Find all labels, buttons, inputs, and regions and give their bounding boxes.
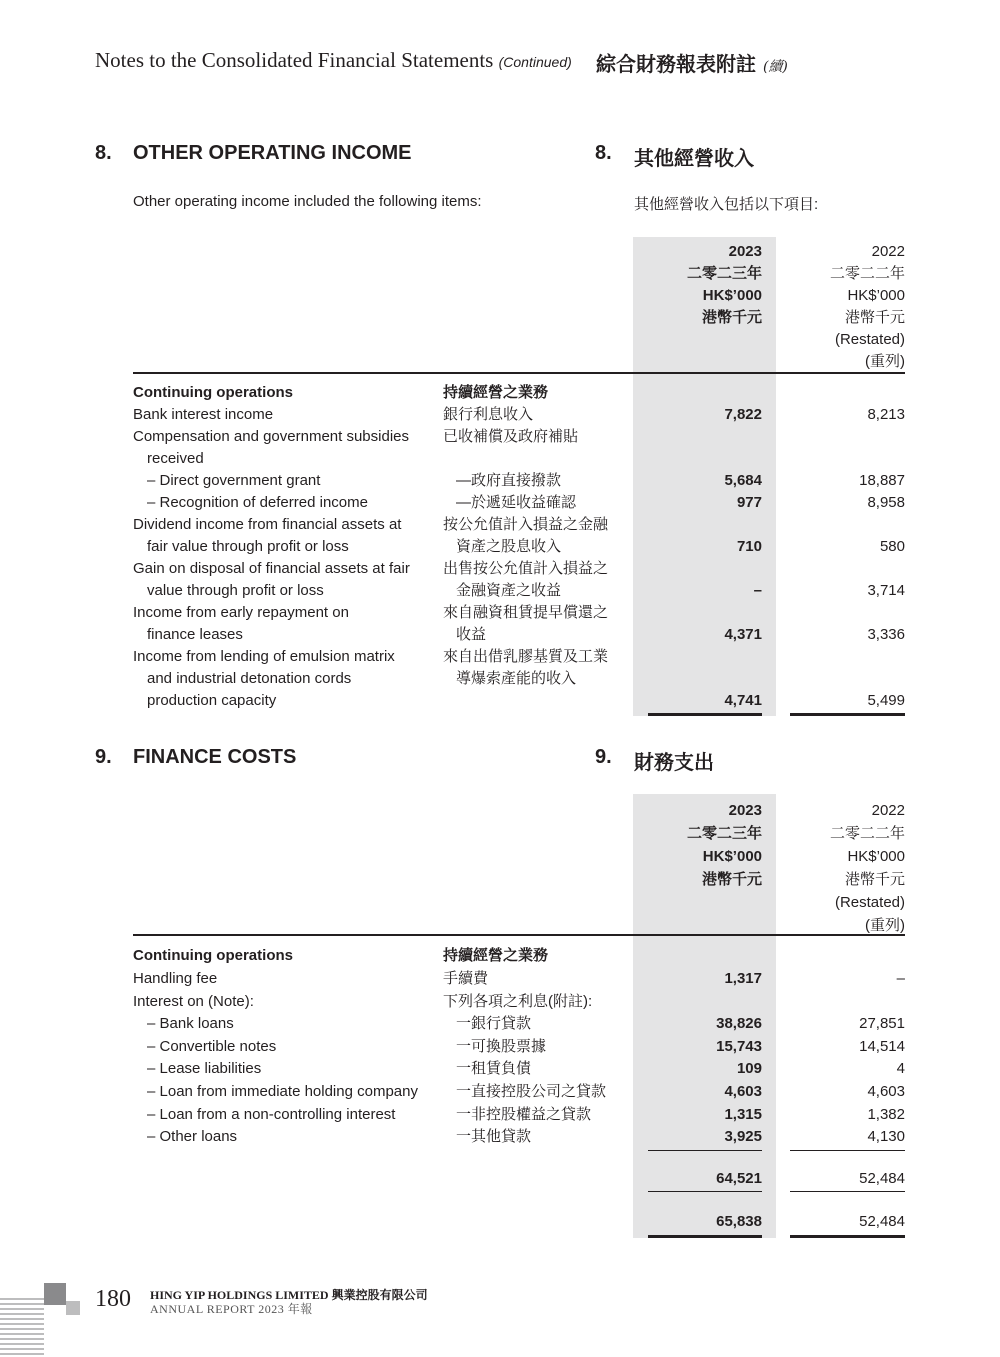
value-2022: 5,499 bbox=[867, 692, 905, 709]
column-year: 2022 bbox=[871, 243, 905, 260]
value-2022: 8,958 bbox=[867, 494, 905, 511]
section9-subtotal-2022: 52,484 bbox=[859, 1170, 905, 1187]
line-label-cn: 一直接控股公司之貸款 bbox=[456, 1083, 607, 1100]
header-title-cn: 綜合財務報表附註 bbox=[596, 52, 756, 76]
section9-subtotal-rule-2022 bbox=[790, 1150, 905, 1151]
section9-heading-en: Continuing operations bbox=[133, 947, 293, 964]
section9-total-rule-2022 bbox=[790, 1191, 905, 1192]
line-label-cn: —於遞延收益確認 bbox=[456, 494, 577, 511]
column-unit: HK$’000 bbox=[847, 287, 905, 304]
value-2022: 4 bbox=[896, 1060, 905, 1077]
section8-number-cn: 8. bbox=[595, 142, 612, 164]
line-label-en: – Recognition of deferred income bbox=[147, 494, 368, 511]
line-label-en: Handling fee bbox=[133, 970, 218, 987]
column-year-cn: 二零二二年 bbox=[829, 825, 905, 842]
section8-total-underline-2022 bbox=[790, 713, 905, 716]
value-2023: 4,371 bbox=[724, 626, 762, 643]
value-2023: 3,925 bbox=[724, 1128, 762, 1145]
value-2022: – bbox=[896, 970, 905, 987]
section9-2023-column-header bbox=[640, 799, 762, 891]
running-header-cn bbox=[596, 48, 788, 77]
value-2022: 8,213 bbox=[867, 406, 905, 423]
line-label-en: Compensation and government subsidies bbox=[133, 428, 409, 445]
line-label-en: – Loan from a non-controlling interest bbox=[147, 1106, 396, 1123]
footer-company-name: HING YIP HOLDINGS LIMITED 興業控股有限公司 bbox=[150, 1288, 428, 1302]
column-unit: HK$’000 bbox=[847, 848, 905, 865]
section8-2023-column-header bbox=[640, 241, 762, 329]
line-label-cn: 按公允值計入損益之金融 bbox=[443, 516, 609, 533]
section9-title-en: FINANCE COSTS bbox=[133, 746, 297, 768]
line-label-en: Gain on disposal of financial assets at fair bbox=[133, 560, 410, 577]
line-label-cn: 一其他貸款 bbox=[456, 1128, 532, 1145]
value-2022: 27,851 bbox=[859, 1015, 905, 1032]
column-year-cn: 二零二三年 bbox=[686, 265, 762, 282]
value-2023: 15,743 bbox=[716, 1038, 762, 1055]
line-label-cn: 金融資產之收益 bbox=[456, 582, 562, 599]
line-label-cn: 來自出借乳膠基質及工業 bbox=[443, 648, 609, 665]
line-label-en: – Bank loans bbox=[147, 1015, 234, 1032]
section9-number-cn: 9. bbox=[595, 746, 612, 768]
section8-total-underline-2023 bbox=[648, 713, 762, 716]
value-2022: 3,714 bbox=[867, 582, 905, 599]
running-header-en bbox=[95, 48, 572, 73]
line-label-cn: 一可換股票據 bbox=[456, 1038, 547, 1055]
column-unit: HK$’000 bbox=[702, 848, 762, 865]
line-label-cn: 來自融資租賃提早償還之 bbox=[443, 604, 609, 621]
value-2022: 18,887 bbox=[859, 472, 905, 489]
section9-number-en: 9. bbox=[95, 746, 112, 768]
section9-header-rule bbox=[133, 934, 905, 936]
line-label-cn: 一租賃負債 bbox=[456, 1060, 532, 1077]
line-label-en: – Convertible notes bbox=[147, 1038, 277, 1055]
line-label-en: Income from early repayment on bbox=[133, 604, 349, 621]
line-label-en: Dividend income from financial assets at bbox=[133, 516, 402, 533]
value-2022: 580 bbox=[879, 538, 905, 555]
section9-2022-column-header bbox=[790, 799, 905, 937]
line-label-en: Income from lending of emulsion matrix bbox=[133, 648, 395, 665]
value-2022: 14,514 bbox=[859, 1038, 905, 1055]
value-2023: 109 bbox=[736, 1060, 762, 1077]
line-label-cn: 一銀行貸款 bbox=[456, 1015, 532, 1032]
header-title-en: Notes to the Consolidated Financial Statements bbox=[95, 48, 494, 72]
section9-subtotal-2023: 64,521 bbox=[716, 1170, 762, 1187]
line-label-en: – Direct government grant bbox=[147, 472, 321, 489]
line-label-en: – Lease liabilities bbox=[147, 1060, 262, 1077]
column-restated: (Restated) bbox=[834, 894, 905, 911]
line-label-en: and industrial detonation cords bbox=[147, 670, 352, 687]
value-2023: 710 bbox=[736, 538, 762, 555]
line-label-en: Interest on (Note): bbox=[133, 993, 254, 1010]
column-restated-cn: (重列) bbox=[865, 353, 905, 370]
line-label-cn: 已收補償及政府補貼 bbox=[443, 428, 579, 445]
value-2023: 38,826 bbox=[716, 1015, 762, 1032]
header-continued-cn: (續) bbox=[762, 59, 788, 75]
column-restated: (Restated) bbox=[834, 331, 905, 348]
value-2023: 977 bbox=[736, 494, 762, 511]
column-unit-cn: 港幣千元 bbox=[701, 871, 762, 888]
section9-total-rule-2023 bbox=[648, 1191, 762, 1192]
section9-title-cn: 財務支出 bbox=[634, 752, 714, 774]
section9-total-underline-2022 bbox=[790, 1235, 905, 1238]
line-label-en: received bbox=[147, 450, 204, 467]
section8-title-cn: 其他經營收入 bbox=[634, 148, 754, 170]
section8-heading-cn: 持續經營之業務 bbox=[443, 384, 549, 401]
column-year-cn: 二零二三年 bbox=[686, 825, 762, 842]
line-label-cn: 出售按公允值計入損益之 bbox=[443, 560, 609, 577]
column-year: 2022 bbox=[871, 802, 905, 819]
section9-total-underline-2023 bbox=[648, 1235, 762, 1238]
section9-subtotal-rule-2023 bbox=[648, 1150, 762, 1151]
value-2022: 4,603 bbox=[867, 1083, 905, 1100]
header-continued-en: (Continued) bbox=[498, 54, 572, 70]
column-year-cn: 二零二二年 bbox=[829, 265, 905, 282]
line-label-cn: 收益 bbox=[456, 626, 487, 643]
value-2023: 4,603 bbox=[724, 1083, 762, 1100]
line-label-en: finance leases bbox=[147, 626, 243, 643]
section8-2022-column-header bbox=[790, 241, 905, 373]
line-label-cn: 資產之股息收入 bbox=[456, 538, 562, 555]
value-2023: 5,684 bbox=[724, 472, 762, 489]
value-2022: 3,336 bbox=[867, 626, 905, 643]
column-unit: HK$’000 bbox=[702, 287, 762, 304]
column-unit-cn: 港幣千元 bbox=[701, 309, 762, 326]
value-2023: – bbox=[753, 582, 762, 599]
section8-intro-en: Other operating income included the following items: bbox=[133, 193, 482, 210]
section8-intro-cn: 其他經營收入包括以下項目: bbox=[634, 196, 819, 213]
value-2022: 1,382 bbox=[867, 1106, 905, 1123]
line-label-cn: 一非控股權益之貸款 bbox=[456, 1106, 592, 1123]
value-2023: 4,741 bbox=[724, 692, 762, 709]
value-2022: 4,130 bbox=[867, 1128, 905, 1145]
section8-heading-en: Continuing operations bbox=[133, 384, 293, 401]
section8-title-en: OTHER OPERATING INCOME bbox=[133, 142, 412, 164]
section8-header-rule bbox=[133, 372, 905, 374]
line-label-en: fair value through profit or loss bbox=[147, 538, 349, 555]
section9-total-2023: 65,838 bbox=[716, 1213, 762, 1230]
value-2023: 1,317 bbox=[724, 970, 762, 987]
column-restated-cn: (重列) bbox=[865, 917, 905, 934]
value-2023: 1,315 bbox=[724, 1106, 762, 1123]
column-unit-cn: 港幣千元 bbox=[844, 871, 905, 888]
section9-heading-cn: 持續經營之業務 bbox=[443, 947, 549, 964]
column-year: 2023 bbox=[728, 243, 762, 260]
value-2023: 7,822 bbox=[724, 406, 762, 423]
footer-decoration-graphic bbox=[0, 1280, 82, 1357]
footer-report-title: ANNUAL REPORT 2023 年報 bbox=[150, 1302, 313, 1316]
line-label-cn: 銀行利息收入 bbox=[443, 406, 534, 423]
line-label-en: production capacity bbox=[147, 692, 277, 709]
page-number: 180 bbox=[95, 1286, 131, 1312]
line-label-cn: 導爆索產能的收入 bbox=[456, 670, 577, 687]
section8-number-en: 8. bbox=[95, 142, 112, 164]
column-year: 2023 bbox=[728, 802, 762, 819]
line-label-en: value through profit or loss bbox=[147, 582, 324, 599]
line-label-cn: 手續費 bbox=[443, 970, 489, 987]
line-label-cn: —政府直接撥款 bbox=[456, 472, 562, 489]
line-label-cn: 下列各項之利息(附註): bbox=[443, 993, 593, 1010]
column-unit-cn: 港幣千元 bbox=[844, 309, 905, 326]
line-label-en: – Other loans bbox=[147, 1128, 238, 1145]
line-label-en: – Loan from immediate holding company bbox=[147, 1083, 418, 1100]
section9-total-2022: 52,484 bbox=[859, 1213, 905, 1230]
line-label-en: Bank interest income bbox=[133, 406, 274, 423]
